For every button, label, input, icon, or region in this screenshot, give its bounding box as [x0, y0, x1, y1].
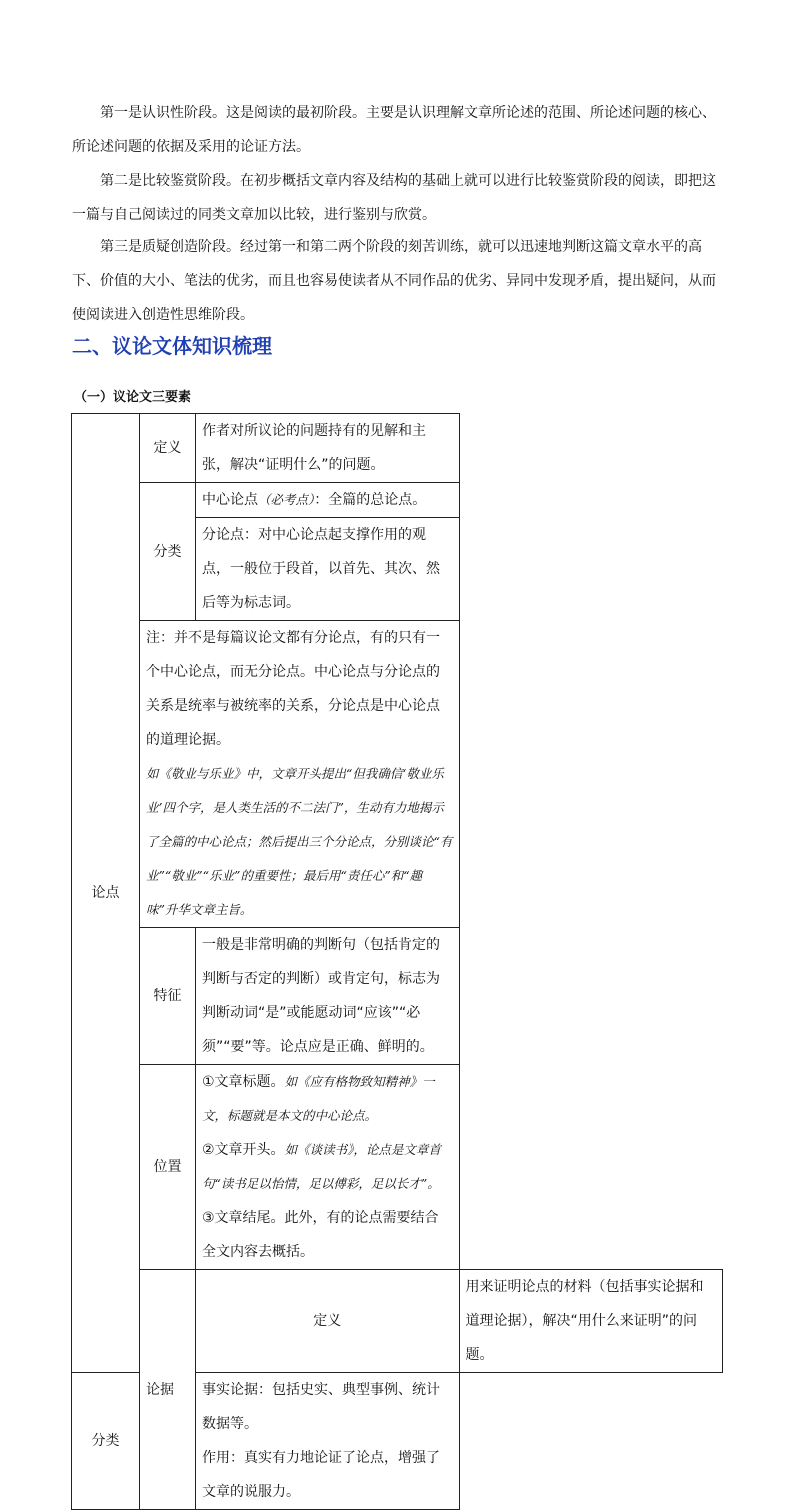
- lundian-def-label: 定义: [140, 414, 196, 483]
- table-row: [72, 414, 723, 483]
- three-elements-table: [71, 413, 723, 1510]
- lundian-cls-label: 分类: [140, 483, 196, 621]
- table-row: [72, 1270, 723, 1373]
- central-thesis-desc: ：全篇的总论点。: [314, 492, 427, 508]
- lunju-cls-cell: [196, 1373, 460, 1510]
- table-row: [72, 928, 723, 1065]
- lundian-label: 论点: [72, 414, 140, 1373]
- table-row: [72, 1065, 723, 1270]
- table-row: [72, 483, 723, 518]
- lundian-feat-label: 特征: [140, 928, 196, 1065]
- lundian-note: 注：并不是每篇议论文都有分论点，有的只有一个中心论点，而无分论点。中心论点与分论点的关系是统率与被统率的关系，分论点是中心论点的道理论据。: [146, 630, 440, 748]
- lunju-function: 作用：真实有力地论证了论点，增强了文章的说服力。: [202, 1450, 440, 1500]
- lundian-pos-cell: [196, 1065, 460, 1270]
- lunju-def-label: 定义: [196, 1270, 460, 1373]
- lundian-pos-label: 位置: [140, 1065, 196, 1270]
- lundian-note-cell: [140, 621, 460, 928]
- lundian-cls-central: [196, 483, 460, 518]
- exam-point-note: （必考点）: [258, 492, 315, 507]
- section-title: 二、议论文体知识梳理: [72, 334, 272, 358]
- lundian-feat-text: 一般是非常明确的判断句（包括肯定的判断与否定的判断）或肯定句，标志为判断动词“是”或能愿动词“应该”“必须”“要”等。论点应是正确、鲜明的。: [196, 928, 460, 1065]
- lundian-note-example: 如《敬业与乐业》中，文章开头提出“但我确信‘敬业乐业’四个字，是人类生活的不二法门”，生动有力地揭示了全篇的中心论点；然后提出三个分论点，分别谈论“有业”“敬业”“乐业”的重要性；最后用“责任心”和“趣味”升华文章主旨。: [146, 766, 453, 917]
- lunju-fact-evidence: 事实论据：包括史实、典型事例、统计数据等。: [202, 1382, 440, 1432]
- paragraph-stage-one: 第一是认识性阶段。这是阅读的最初阶段。主要是认识理解文章所论述的范围、所论述问题的核心、所论述问题的依据及采用的论证方法。: [72, 105, 716, 155]
- central-thesis-term: 中心论点: [202, 492, 258, 508]
- paragraph-stage-three: 第三是质疑创造阶段。经过第一和第二两个阶段的刻苦训练，就可以迅速地判断这篇文章水平的高下、价值的大小、笔法的优劣，而且也容易使读者从不同作品的优劣、异同中发现矛盾，提出疑问，从而使阅读进入创造性思维阶段。: [72, 239, 716, 323]
- lunju-label: 论据: [140, 1270, 196, 1510]
- sub-title: （一）议论文三要素: [74, 390, 192, 405]
- lunju-def-text: 用来证明论点的材料（包括事实论据和道理论据），解决“用什么来证明”的问题。: [459, 1270, 723, 1373]
- paragraph-stage-two: 第二是比较鉴赏阶段。在初步概括文章内容及结构的基础上就可以进行比较鉴赏阶段的阅读，即把这一篇与自己阅读过的同类文章加以比较，进行鉴别与欣赏。: [72, 173, 716, 223]
- lunju-cls-label: 分类: [72, 1373, 140, 1510]
- table-row: [72, 621, 723, 928]
- lundian-def-text: 作者对所议论的问题持有的见解和主张，解决“证明什么”的问题。: [196, 414, 460, 483]
- lundian-cls-sub: 分论点：对中心论点起支撑作用的观点，一般位于段首，以首先、其次、然后等为标志词。: [196, 518, 460, 621]
- position-title: ①文章标题。如《应有格物致知精神》一文，标题就是本文的中心论点。: [202, 1074, 435, 1123]
- position-opening: ②文章开头。如《谈读书》，论点是文章首句“读书足以怡情，足以傅彩，足以长才”。: [202, 1142, 441, 1191]
- position-ending: ③文章结尾。此外，有的论点需要结合全文内容去概括。: [202, 1210, 439, 1260]
